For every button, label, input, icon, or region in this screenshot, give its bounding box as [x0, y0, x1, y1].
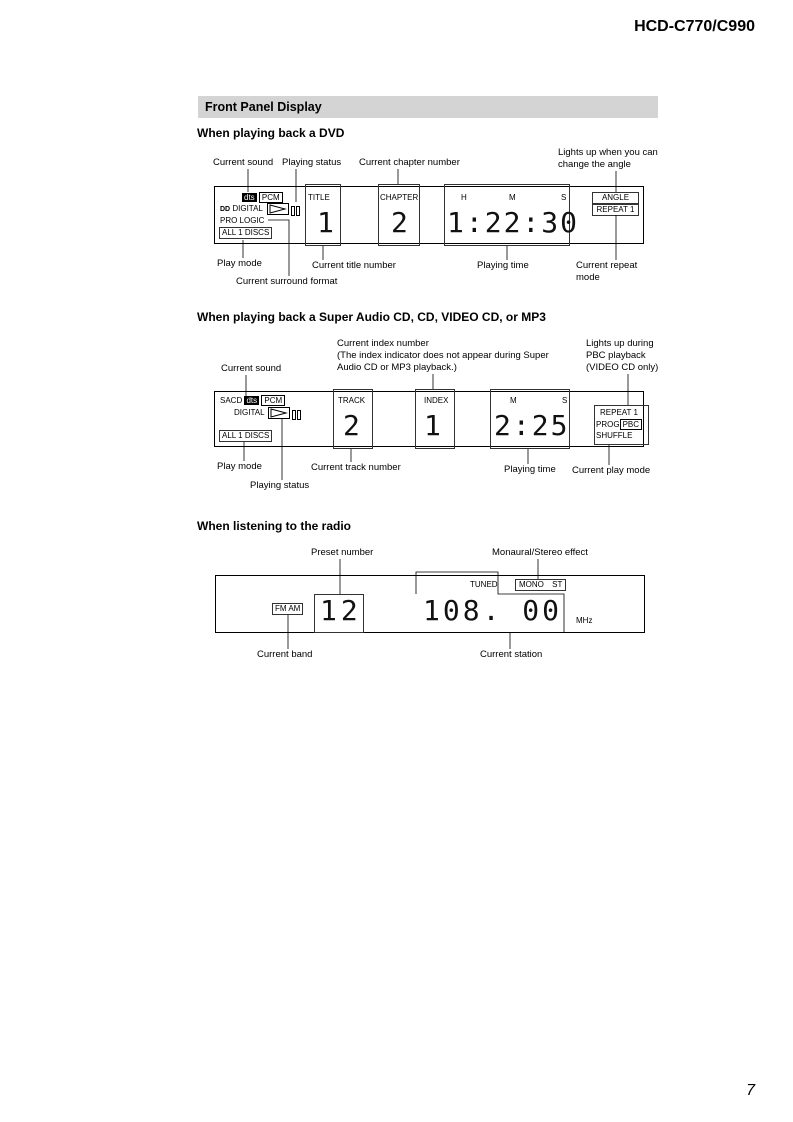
dvd-callout-repeat-2: mode [576, 272, 600, 283]
cd-callout-pbc-2: PBC playback [586, 350, 646, 361]
index-label: INDEX [424, 396, 449, 405]
cd-callout-pbc-3: (VIDEO CD only) [586, 362, 659, 373]
band-indicator [272, 603, 303, 615]
play-icon [267, 202, 289, 214]
radio-heading: When listening to the radio [197, 519, 351, 533]
dvd-callout-play-mode: Play mode [217, 258, 262, 269]
cd-repeat-indicator: REPEAT 1 [600, 408, 638, 417]
dvd-callout-playing-status: Playing status [282, 157, 342, 168]
prog-label: PROG [596, 420, 620, 429]
cd-dts-indicator: dts [246, 396, 258, 405]
cd-callout-track: Current track number [311, 462, 401, 473]
prologic-indicator: PRO LOGIC [220, 216, 265, 225]
dvd-repeat-indicator: REPEAT 1 [592, 204, 639, 216]
seconds-label: S [561, 193, 567, 202]
title-value: 1 [317, 206, 338, 239]
radio-callout-mono-stereo: Monaural/Stereo effect [492, 547, 588, 558]
cd-callout-playing-status: Playing status [250, 480, 310, 491]
fm-label: FM [275, 604, 287, 613]
dvd-heading: When playing back a DVD [197, 126, 345, 140]
dvd-time-value: 1:22:30 [447, 206, 580, 239]
cd-callout-index-1: Current index number [337, 338, 429, 349]
pause-icon [291, 203, 300, 213]
digital-label: DIGITAL [232, 204, 263, 213]
cd-callout-current-sound: Current sound [221, 363, 282, 374]
cd-pcm-indicator: PCM [261, 395, 285, 406]
am-label: AM [288, 604, 301, 613]
sacd-indicator: SACD [220, 396, 243, 405]
pcm-indicator: PCM [259, 192, 283, 203]
dvd-callout-current-sound: Current sound [213, 157, 274, 168]
preset-value: 12 [320, 594, 362, 627]
cd-seconds-label: S [562, 396, 568, 405]
st-label: ST [552, 580, 563, 589]
cd-sound-indicators [220, 396, 285, 406]
cd-callout-index-2: (The index indicator does not appear during Super [337, 350, 549, 361]
radio-callout-station: Current station [480, 649, 543, 660]
cd-callout-playing-time: Playing time [504, 464, 556, 475]
cd-digital-indicator: DIGITAL [234, 408, 265, 417]
cd-callout-play-mode: Play mode [217, 461, 262, 472]
radio-callout-band: Current band [257, 649, 313, 660]
mhz-label: MHz [576, 616, 593, 625]
cd-heading: When playing back a Super Audio CD, CD, VIDEO CD, or MP3 [197, 310, 546, 324]
cd-pause-icon [292, 407, 301, 417]
cd-callout-pbc-1: Lights up during [586, 338, 654, 349]
track-value: 2 [343, 409, 364, 442]
mono-label: MONO [519, 580, 544, 589]
title-label: TITLE [308, 193, 330, 202]
dvd-callout-title: Current title number [312, 260, 396, 271]
dvd-discs-indicator: ALL 1 DISCS [219, 227, 272, 239]
dvd-callout-chapter: Current chapter number [359, 157, 460, 168]
cd-minutes-label: M [510, 396, 517, 405]
angle-indicator: ANGLE [592, 192, 639, 204]
cd-play-icon [268, 406, 290, 418]
pbc-indicator: PBC [620, 419, 642, 430]
dts-indicator: dts [244, 193, 255, 202]
dolby-icon: DD [220, 206, 231, 213]
minutes-label: M [509, 193, 516, 202]
radio-callout-preset: Preset number [311, 547, 374, 558]
shuffle-indicator: SHUFFLE [596, 431, 633, 440]
dvd-callout-repeat-1: Current repeat [576, 260, 638, 271]
cd-discs-indicator: ALL 1 DISCS [219, 430, 272, 442]
dvd-callout-playing-time: Playing time [477, 260, 529, 271]
page-number: 7 [746, 1082, 755, 1099]
chapter-label: CHAPTER [380, 193, 419, 202]
cd-callout-current-play-mode: Current play mode [572, 465, 651, 476]
cd-time-value: 2:25 [494, 409, 570, 442]
track-label: TRACK [338, 396, 366, 405]
index-value: 1 [424, 409, 445, 442]
prog-indicator [596, 420, 642, 430]
dvd-callout-angle-1: Lights up when you can [558, 147, 658, 158]
mono-st-indicator [515, 579, 566, 591]
tuned-indicator: TUNED [470, 580, 498, 589]
hours-label: H [461, 193, 467, 202]
dvd-callout-angle-2: change the angle [558, 159, 631, 170]
section-title: Front Panel Display [205, 100, 322, 114]
dvd-digital-indicator [220, 204, 263, 215]
cd-callout-index-3: Audio CD or MP3 playback.) [337, 362, 457, 373]
model-number: HCD-C770/C990 [634, 18, 755, 35]
chapter-value: 2 [391, 206, 412, 239]
frequency-value: 108. 00 [423, 594, 563, 627]
dvd-callout-surround: Current surround format [236, 276, 338, 287]
